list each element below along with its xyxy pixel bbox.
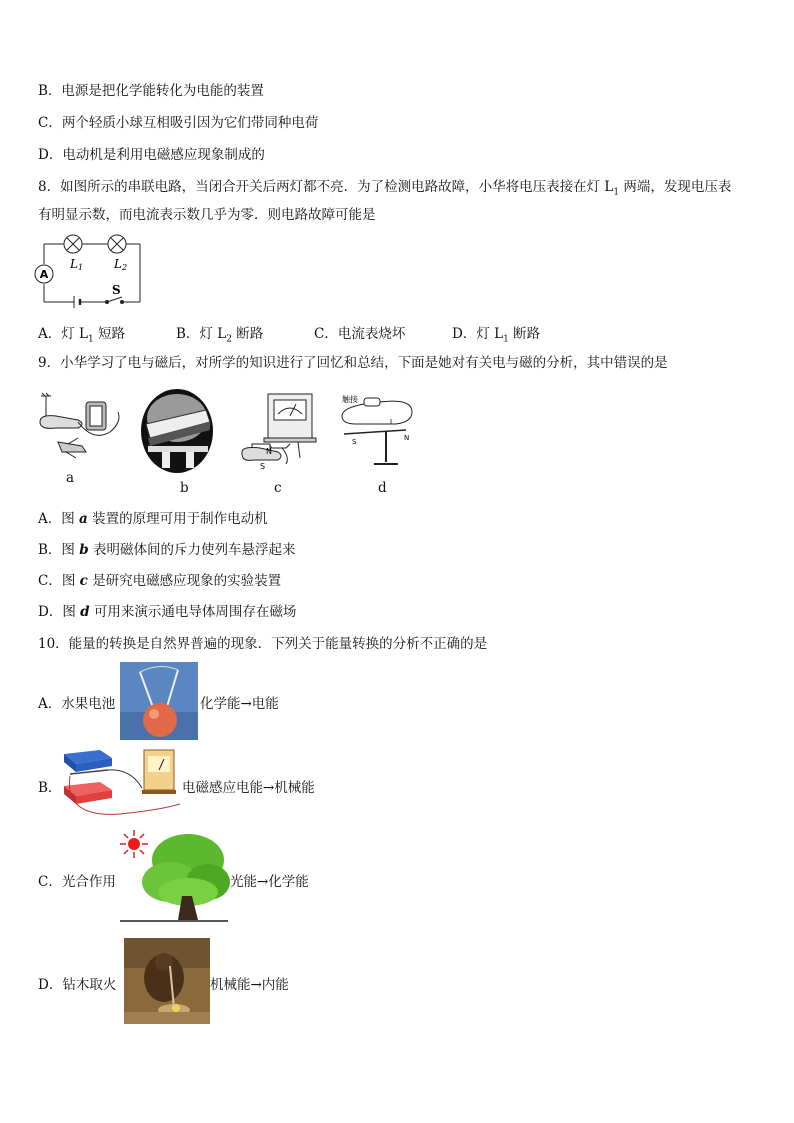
- q8-option-b[interactable]: B．灯 $L_2$ 断路: [176, 326, 264, 345]
- q8-option-c[interactable]: C．电流表烧坏: [314, 326, 406, 342]
- q10-stem: 10．能量的转换是自然界普遍的现象．下列关于能量转换的分析不正确的是: [38, 636, 488, 652]
- lamp-l2-symbol: [108, 235, 126, 253]
- q10-option-b-result: 电磁感应电能→机械能: [182, 780, 315, 796]
- q9-figure-b-label: b: [180, 480, 189, 496]
- q9-figure-a-label: a: [66, 470, 75, 486]
- q9-stem: 9．小华学习了电与磁后，对所学的知识进行了回忆和总结，下面是她对有关电与磁的分析，其中错误的是: [38, 355, 668, 371]
- lamp-l1-symbol: [64, 235, 82, 253]
- q9-option-c[interactable]: C．图 c 是研究电磁感应现象的实验装置: [38, 573, 282, 589]
- q10-fire-drill-image: [124, 938, 210, 1024]
- q7-option-d: D．电动机是利用电磁感应现象制成的: [38, 147, 265, 163]
- q9-figure-d-label: d: [378, 480, 387, 496]
- q9-option-a[interactable]: A．图 a 装置的原理可用于制作电动机: [38, 511, 268, 527]
- svg-text:N: N: [266, 447, 272, 456]
- q8-stem-line2: 有明显示数，而电流表示数几乎为零．则电路故障可能是: [38, 207, 376, 223]
- q8-option-a[interactable]: A．灯 $L_1$ 短路: [38, 326, 126, 345]
- q10-induction-image: [60, 748, 180, 824]
- ammeter-symbol: [35, 265, 53, 283]
- svg-text:N: N: [404, 434, 410, 442]
- q9-figure-c: [238, 392, 320, 472]
- svg-text:S: S: [352, 438, 357, 446]
- q9-figure-a: [38, 392, 126, 470]
- q10-fruit-battery-image: [120, 662, 198, 740]
- q10-option-d-result: 机械能→内能: [210, 977, 289, 993]
- q10-option-c-result: 光能→化学能: [230, 874, 309, 890]
- q8-option-d[interactable]: D．灯 $L_1$ 断路: [452, 326, 541, 345]
- q9-figure-b: [140, 388, 214, 474]
- q9-option-b[interactable]: B．图 b 表明磁体间的斥力使列车悬浮起来: [38, 542, 296, 558]
- svg-text:I: I: [390, 418, 393, 426]
- q9-option-d[interactable]: D．图 d 可用来演示通电导体周围存在磁场: [38, 604, 297, 620]
- q8-stem-line1: 8．如图所示的串联电路，当闭合开关后两灯都不亮．为了检测电路故障，小华将电压表接在灯 $L_1$ 两端，发现电压表: [38, 179, 732, 198]
- q10-photosynthesis-image: [118, 830, 230, 924]
- lamp-l2-label: L2: [114, 257, 128, 272]
- q10-option-b-label[interactable]: B．: [38, 780, 62, 796]
- switch-symbol: [106, 297, 124, 304]
- lamp-l1-label: L1: [70, 257, 84, 272]
- q10-option-a-result: 化学能→电能: [200, 696, 279, 712]
- q9-figure-c-label: c: [274, 480, 282, 496]
- switch-label: S: [112, 283, 121, 297]
- q7-option-c: C．两个轻质小球互相吸引因为它们带同种电荷: [38, 115, 319, 131]
- ammeter-label: A: [39, 268, 49, 281]
- q7-option-b: B．电源是把化学能转化为电能的装置: [38, 83, 264, 99]
- q9-figure-d-text: 触接: [342, 395, 358, 404]
- svg-text:S: S: [260, 462, 266, 471]
- q10-option-d-label[interactable]: D．钻木取火: [38, 977, 117, 993]
- q8-circuit-diagram: [30, 232, 150, 308]
- q10-option-c-label[interactable]: C．光合作用: [38, 874, 116, 890]
- q9-figure-d: [336, 390, 422, 476]
- battery-symbol: [74, 296, 80, 308]
- q10-option-a-label[interactable]: A．水果电池: [38, 696, 116, 712]
